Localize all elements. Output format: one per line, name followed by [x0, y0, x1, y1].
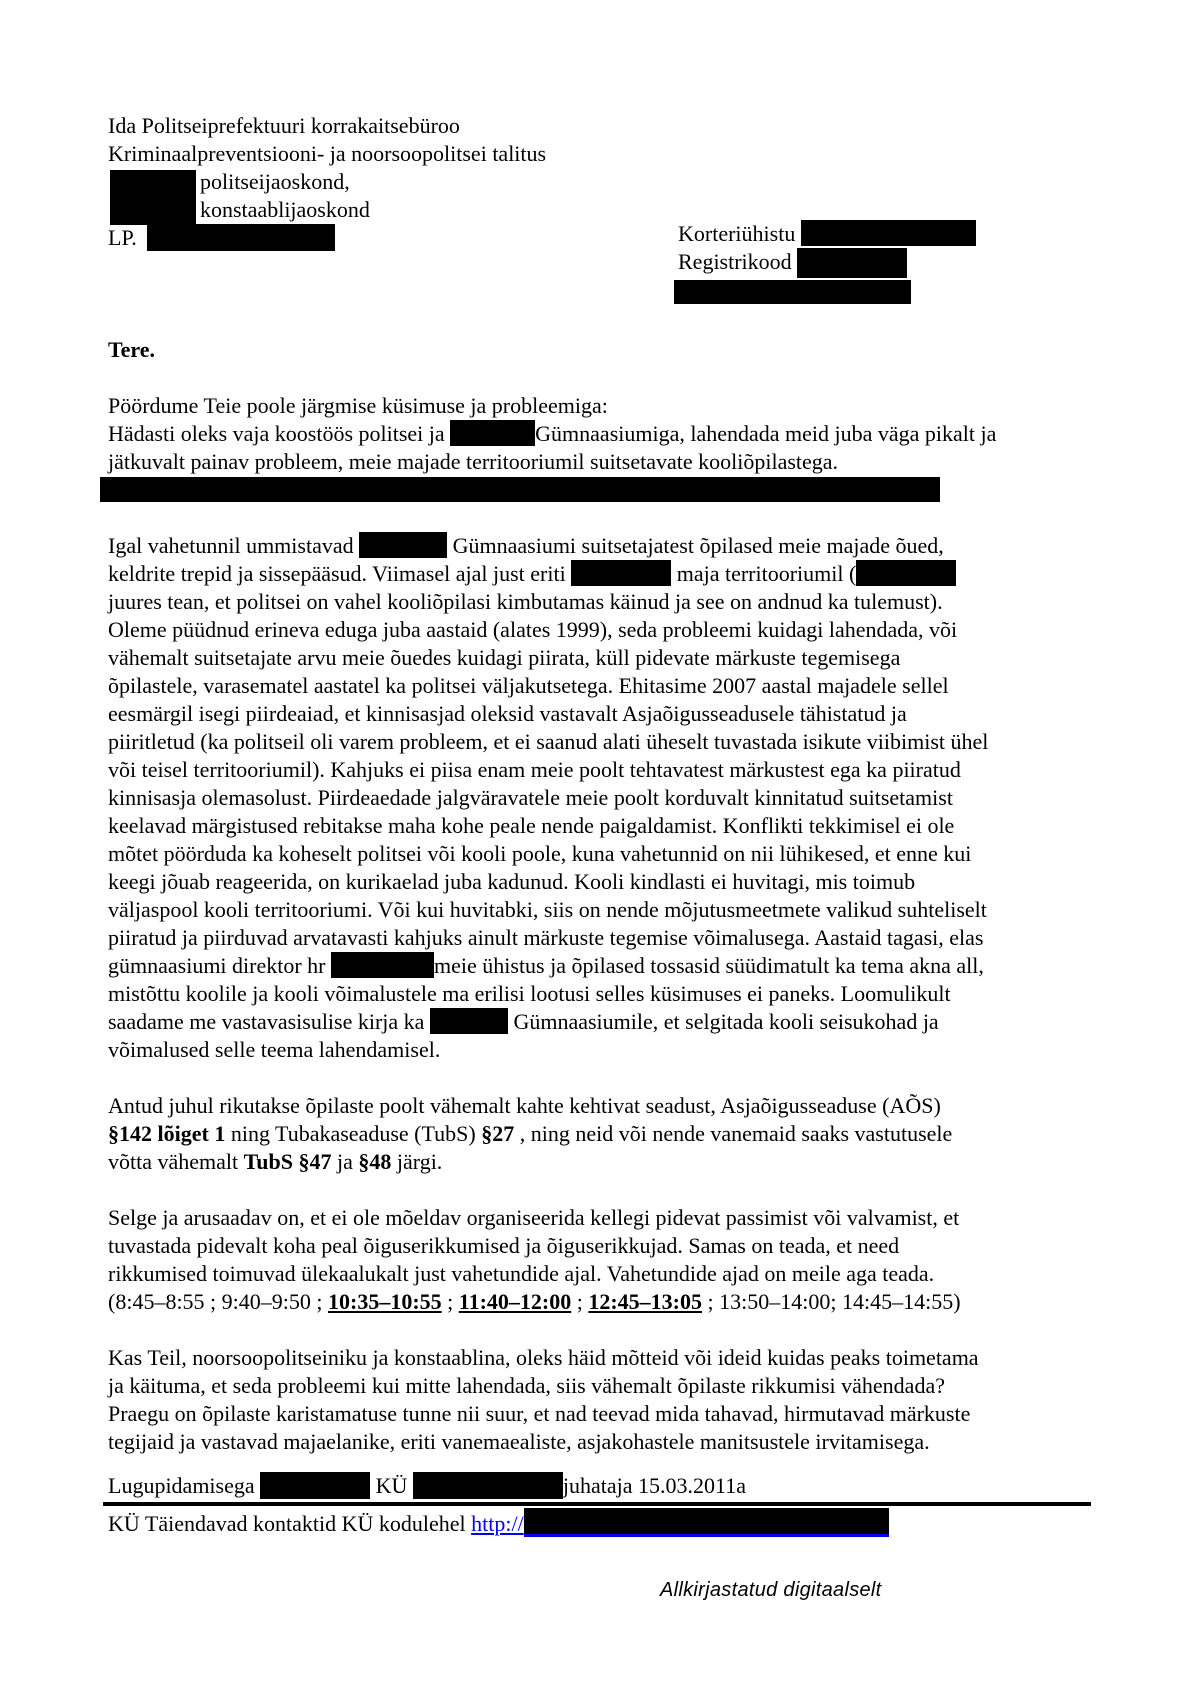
text-line [108, 1344, 1091, 1372]
text-run: järgi. [391, 1149, 443, 1174]
text-run: võimalused selle teema lahendamisel. [108, 1037, 441, 1062]
redaction-box [571, 560, 671, 586]
text-run: Selge ja arusaadav on, et ei ole mõeldav organiseerida kellegi pidevat passimist või valvamist, et [108, 1205, 960, 1230]
divider-rule [103, 1502, 1091, 1506]
text-line [108, 700, 1091, 728]
text-line [108, 1120, 1091, 1148]
text-line [108, 448, 1091, 476]
text-line [108, 644, 1091, 672]
text-run: ning Tubakaseaduse (TubS) [225, 1121, 482, 1146]
text-line [108, 336, 1091, 364]
text-line [108, 1472, 1091, 1500]
text-run: LP. [108, 225, 137, 250]
text-run: KÜ [370, 1473, 413, 1498]
digital-signature-note: Allkirjastatud digitaalselt [660, 1579, 882, 1601]
paragraph-request [108, 1344, 1091, 1456]
text-run: §27 [481, 1121, 515, 1146]
paragraph-intro [108, 392, 1091, 504]
text-line [108, 1036, 1091, 1064]
text-line [108, 924, 1091, 952]
text-run: piiratud ja piirduvad arvatavasti kahjuks ainult märkuste tegemise võimalusega. Aastaid tagasi, elas [108, 925, 984, 950]
text-line [108, 140, 1091, 168]
text-line [678, 220, 976, 248]
text-line [108, 784, 1091, 812]
text-run: Praegu on õpilaste karistamatuse tunne nii suur, et nad teevad mida tahavad, hirmutavad märkuste [108, 1401, 971, 1426]
text-run: 11:40–12:00 [458, 1289, 572, 1314]
text-run: maja territooriumil ( [671, 561, 857, 586]
text-line [108, 868, 1091, 896]
greeting [108, 336, 1091, 364]
text-run: Igal vahetunnil ummistavad [108, 533, 360, 558]
text-run: mistõttu koolile ja kooli võimalustele ma erilisi lootusi selles küsimuses ei paneks. Loomulikult [108, 981, 951, 1006]
text-run: KÜ Täiendavad kontaktid KÜ kodulehel [108, 1511, 472, 1536]
text-line [108, 728, 1091, 756]
text-line [108, 588, 1091, 616]
text-run: õpilastele, varasematel aastatel ka politsei väljakutsetega. Ehitasime 2007 aastal majadele sellel [108, 673, 949, 698]
text-run: §142 lõiget 1 [108, 1121, 226, 1146]
text-run: ja käituma, et seda probleemi kui mitte lahendada, siis vähemalt õpilaste rikkumisi vähendada? [108, 1373, 945, 1398]
text-run: tegijaid ja vastavad majaelanike, eriti vanemaealiste, asjakohastele manitsustele irvitamisega. [108, 1429, 930, 1454]
text-line [108, 1008, 1091, 1036]
text-run: ; 13:50–14:00; 14:45–14:55) [702, 1289, 961, 1314]
text-run: meie ühistus ja õpilased tossasid süüdimatult ka tema akna all, [434, 953, 984, 978]
redaction-box [359, 532, 447, 558]
redaction-box [856, 560, 956, 586]
redaction-box [674, 280, 911, 304]
text-run: eesmärgil isegi piirdeaiad, et kinnisasjad oleksid vastavalt Asjaõigusseadusele tähistatud ja [108, 701, 907, 726]
text-line [108, 1400, 1091, 1428]
text-line [108, 840, 1091, 868]
text-line [108, 532, 1091, 560]
text-line [108, 1092, 1091, 1120]
text-run: §48 [358, 1149, 392, 1174]
text-run: Korteriühistu [678, 221, 801, 246]
text-run: Pöördume Teie poole järgmise küsimuse ja probleemiga: [108, 393, 608, 418]
text-line [108, 1508, 1091, 1536]
text-line [108, 420, 1091, 448]
redaction-box [100, 477, 940, 502]
text-line [108, 1232, 1091, 1260]
recipient-block [678, 220, 976, 304]
text-run: , ning neid või nende vanemaid saaks vastutusele [514, 1121, 953, 1146]
text-line [108, 616, 1091, 644]
text-run: jätkuvalt painav probleem, meie majade territooriumil suitsetavate kooliõpilastega. [108, 449, 839, 474]
text-line [108, 672, 1091, 700]
text-line [108, 896, 1091, 924]
text-line [108, 756, 1091, 784]
text-line [108, 1260, 1091, 1288]
text-line [108, 476, 1091, 504]
text-run: politseijaoskond, [200, 169, 350, 194]
text-line [108, 1204, 1091, 1232]
redaction-box [147, 224, 335, 251]
text-run: kinnisasja olemasolust. Piirdeaedade jalgväravatele meie poolt korduvalt kinnitatud suitsetamist [108, 785, 953, 810]
text-line [108, 392, 1091, 420]
text-run: rikkumised toimuvad ülekaalukalt just vahetundide ajal. Vahetundide ajad on meile aga teada. [108, 1261, 935, 1286]
text-run: gümnaasiumi direktor hr [108, 953, 332, 978]
paragraph-laws [108, 1092, 1091, 1176]
redaction-box [797, 248, 907, 278]
text-run: konstaablijaoskond [200, 197, 370, 222]
homepage-link[interactable]: http:// [471, 1511, 524, 1536]
signature-line [108, 1472, 1091, 1500]
text-line [108, 112, 1091, 140]
text-line [108, 168, 1091, 196]
text-line [678, 248, 976, 276]
text-run: ; [571, 1289, 589, 1314]
redaction-box [110, 170, 196, 225]
text-run: (8:45–8:55 ; 9:40–9:50 ; [108, 1289, 328, 1314]
text-run: Gümnaasiumiga, lahendada meid juba väga pikalt ja [535, 421, 997, 446]
text-line [108, 952, 1091, 980]
text-line [108, 1428, 1091, 1456]
text-run: keldrite trepid ja sissepääsud. Viimasel ajal just eriti [108, 561, 572, 586]
text-run: Gümnaasiumile, et selgitada kooli seisukohad ja [507, 1009, 939, 1034]
text-run: ja [331, 1149, 359, 1174]
redaction-box [450, 420, 535, 446]
text-line [108, 980, 1091, 1008]
text-line [108, 1372, 1091, 1400]
text-line [108, 560, 1091, 588]
text-run: Hädasti oleks vaja koostöös politsei ja [108, 421, 451, 446]
text-line [108, 812, 1091, 840]
redaction-box [331, 952, 434, 978]
redaction-box [801, 220, 976, 246]
text-run: juhataja 15.03.2011a [562, 1473, 747, 1498]
redaction-box [260, 1472, 370, 1499]
redaction-box [430, 1008, 508, 1034]
text-line [108, 1288, 1091, 1316]
text-line [108, 1148, 1091, 1176]
text-run: Registrikood [678, 249, 798, 274]
text-run: võtta vähemalt [108, 1149, 244, 1174]
text-run: tuvastada pidevalt koha peal õiguserikkumised ja õiguserikkujad. Samas on teada, et need [108, 1233, 900, 1258]
text-run: 12:45–13:05 [588, 1289, 703, 1314]
paragraph-main [108, 532, 1091, 1064]
text-run: mõtet pöörduda ka koheselt politsei või kooli poole, kuna vahetunnid on nii lühikesed, et enne kui [108, 841, 972, 866]
text-run: 10:35–10:55 [328, 1289, 442, 1314]
text-run: Gümnaasiumi suitsetajatest õpilased meie majade õued, [447, 533, 944, 558]
paragraph-schedule [108, 1204, 1091, 1316]
text-run: väljaspool kooli territooriumi. Või kui huvitabki, siis on nende mõjutusmeetmete valikud suhteliselt [108, 897, 987, 922]
redaction-box [413, 1472, 563, 1499]
text-run: või teisel territooriumil). Kahjuks ei piisa enam meie poolt tehtavatest märkustest ega ka piiratud [108, 757, 961, 782]
text-run: Oleme püüdnud erineva eduga juba aastaid (alates 1999), seda probleemi kuidagi lahendada, või [108, 617, 958, 642]
text-run: saadame me vastavasisulise kirja ka [108, 1009, 430, 1034]
text-run: keelavad märgistused rebitakse maha kohe peale nende paigaldamist. Konflikti tekkimisel ei ole [108, 813, 955, 838]
text-run: Kriminaalpreventsiooni- ja noorsoopolitsei talitus [108, 141, 547, 166]
text-run: Lugupidamisega [108, 1473, 261, 1498]
text-run: Antud juhul rikutakse õpilaste poolt vähemalt kahte kehtivat seadust, Asjaõigusseaduse (AÕS) [108, 1093, 941, 1118]
text-run: Ida Politseiprefektuuri korrakaitsebüroo [108, 113, 460, 138]
text-run: juures tean, et politsei on vahel kooliõpilasi kimbutamas käinud ja see on andnud ka tulemust). [108, 589, 943, 614]
text-run: Kas Teil, noorsoopolitseiniku ja konstaablina, oleks häid mõtteid või ideid kuidas peaks toimetama [108, 1345, 979, 1370]
text-run: vähemalt suitsetajate arvu meie õuedes kuidagi piirata, küll pidevate märkuste tegemisega [108, 645, 901, 670]
text-run: Tere. [108, 337, 156, 362]
text-line [678, 276, 976, 304]
footer-contacts [108, 1508, 1091, 1536]
text-run: piiritletud (ka politseil oli varem probleem, et ei saanud alati üheselt tuvastada isikute viibimist ühel [108, 729, 989, 754]
text-run: ; [441, 1289, 459, 1314]
text-run: keegi jõuab reageerida, on kurikaelad juba kadunud. Kooli kindlasti ei huvitagi, mis toimub [108, 869, 916, 894]
redaction-box [524, 1508, 889, 1537]
text-run: TubS §47 [243, 1149, 332, 1174]
